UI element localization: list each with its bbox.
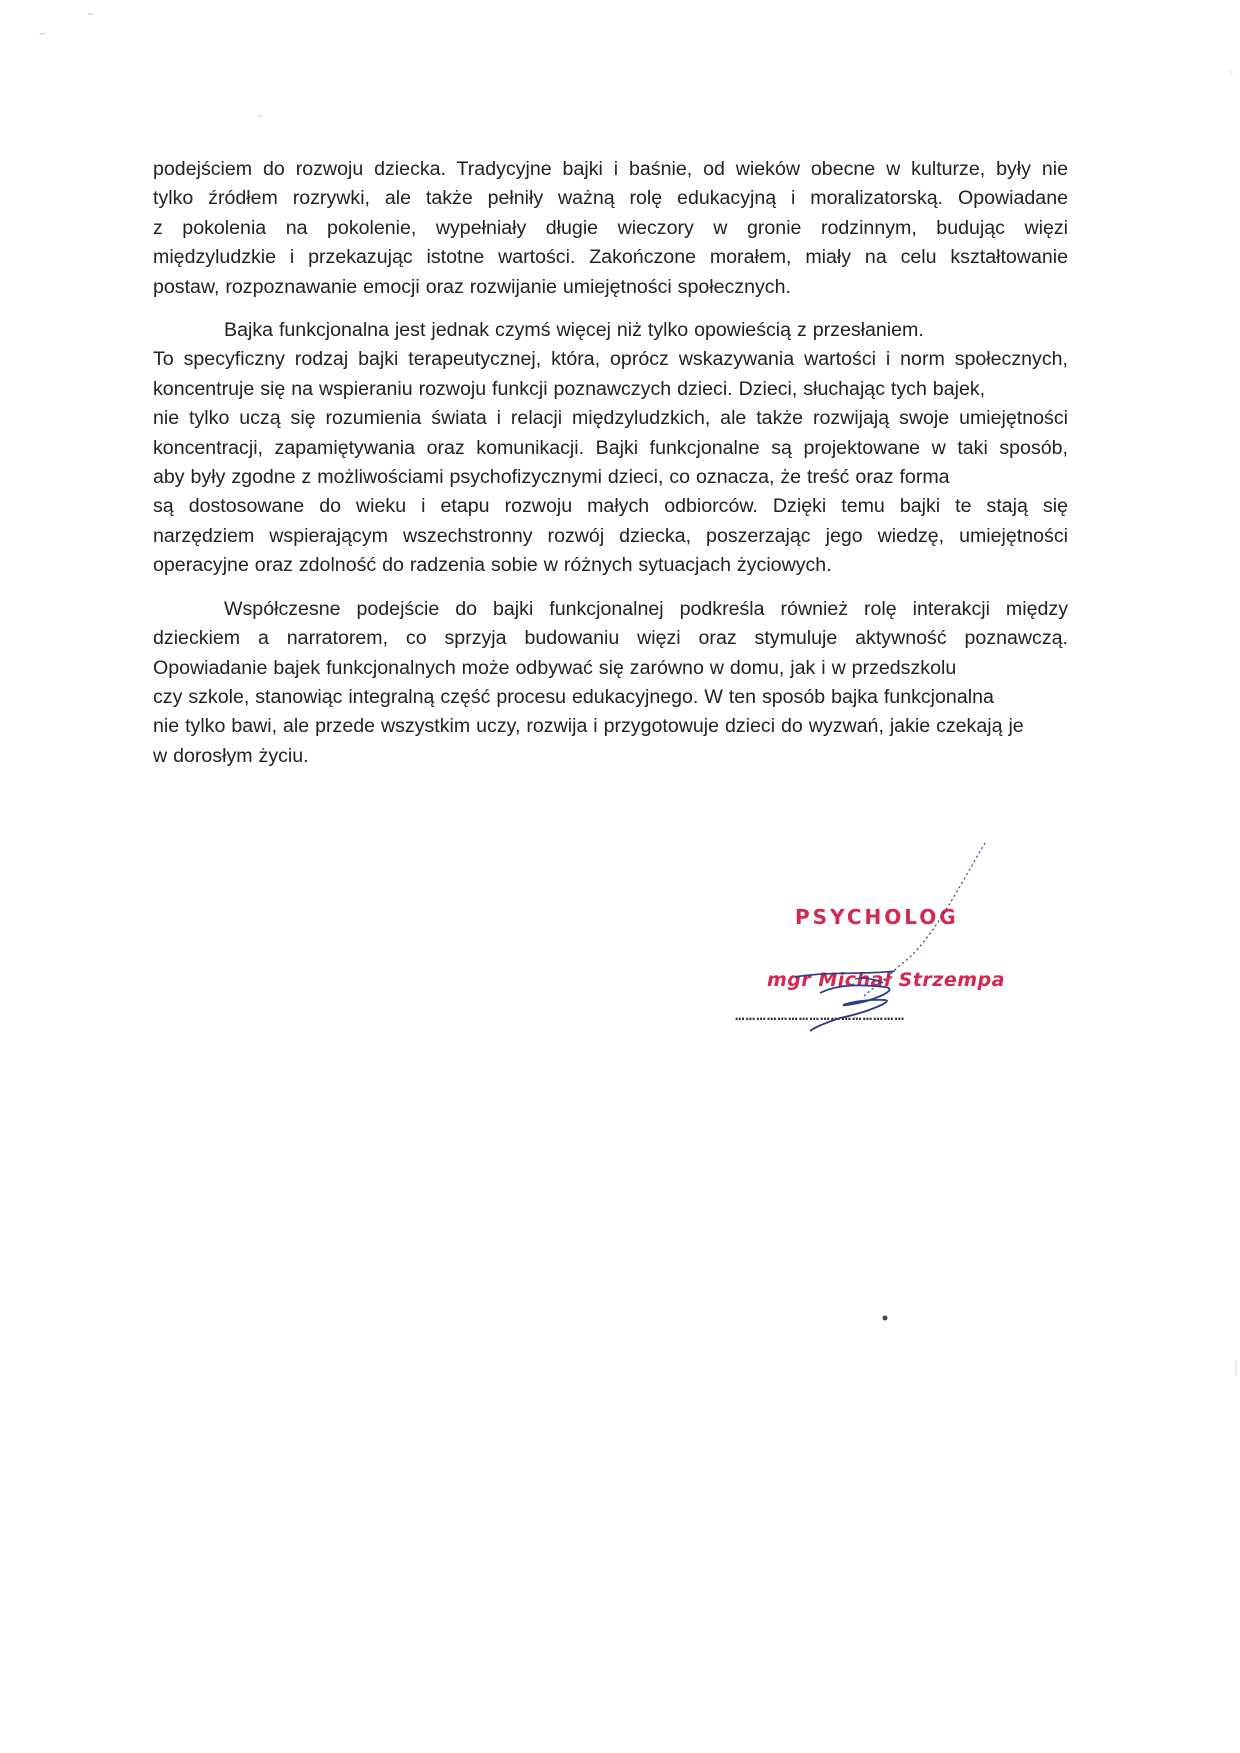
text-line: tylko źródłem rozrywki, ale także pełniły ważną rolę edukacyjną i moralizatorską. Opowiadane <box>153 187 1068 210</box>
paragraph-3 <box>153 595 1068 771</box>
paragraph-1 <box>153 155 1068 302</box>
text-line: czy szkole, stanowiąc integralną część procesu edukacyjnego. W ten sposób bajka funkcjonalna <box>153 685 994 708</box>
text-line: Opowiadanie bajek funkcjonalnych może odbywać się zarówno w domu, jak i w przedszkolu <box>153 656 957 679</box>
text-line: nie tylko uczą się rozumienia świata i relacji międzyludzkich, ale także rozwijają swoje umiejętności <box>153 407 1068 430</box>
text-line: z pokolenia na pokolenie, wypełniały długie wieczory w gronie rodzinnym, budując więzi <box>153 216 1068 239</box>
text-line: Współczesne podejście do bajki funkcjonalnej podkreśla również rolę interakcji między <box>224 597 1068 620</box>
psychologist-stamp <box>735 905 1035 1055</box>
paragraph-2 <box>153 316 1068 581</box>
text-line: aby były zgodne z możliwościami psychofizycznymi dzieci, co oznacza, że treść oraz forma <box>153 466 950 489</box>
text-line: w dorosłym życiu. <box>153 744 309 767</box>
text-line: dzieckiem a narratorem, co sprzyja budowaniu więzi oraz stymuluje aktywność poznawczą. <box>153 627 1068 650</box>
stamp-name: mgr Michał Strzempa <box>767 969 1005 991</box>
text-line: są dostosowane do wieku i etapu rozwoju małych odbiorców. Dzięki temu bajki te stają się <box>153 495 1068 518</box>
text-line: To specyficzny rodzaj bajki terapeutycznej, która, oprócz wskazywania wartości i norm społecznych, <box>153 348 1068 371</box>
text-line: koncentracji, zapamiętywania oraz komunikacji. Bajki funkcjonalne są projektowane w taki sposób, <box>153 436 1068 459</box>
text-line: koncentruje się na wspieraniu rozwoju funkcji poznawczych dzieci. Dzieci, słuchając tych bajek, <box>153 377 986 400</box>
handwritten-signature <box>735 905 1035 1055</box>
text-line: postaw, rozpoznawanie emocji oraz rozwijanie umiejętności społecznych. <box>153 275 791 298</box>
stamp-title: PSYCHOLOG <box>795 905 959 929</box>
document-body <box>153 155 1068 771</box>
text-line: podejściem do rozwoju dziecka. Tradycyjne bajki i baśnie, od wieków obecne w kulturze, były nie <box>153 158 1068 180</box>
text-line: narzędziem wspierającym wszechstronny rozwój dziecka, poszerzając jego wiedzę, umiejętności <box>153 524 1068 547</box>
text-line: międzyludzkie i przekazując istotne wartości. Zakończone morałem, miały na celu kształtowanie <box>153 246 1068 269</box>
text-line: operacyjne oraz zdolność do radzenia sobie w różnych sytuacjach życiowych. <box>153 554 832 577</box>
text-line: nie tylko bawi, ale przede wszystkim uczy, rozwija i przygotowuje dzieci do wyzwań, jakie czekają je <box>153 715 1024 738</box>
signature-dotted-line: ………………………………………… <box>735 1005 906 1024</box>
text-line: Bajka funkcjonalna jest jednak czymś więcej niż tylko opowieścią z przesłaniem. <box>224 319 924 342</box>
